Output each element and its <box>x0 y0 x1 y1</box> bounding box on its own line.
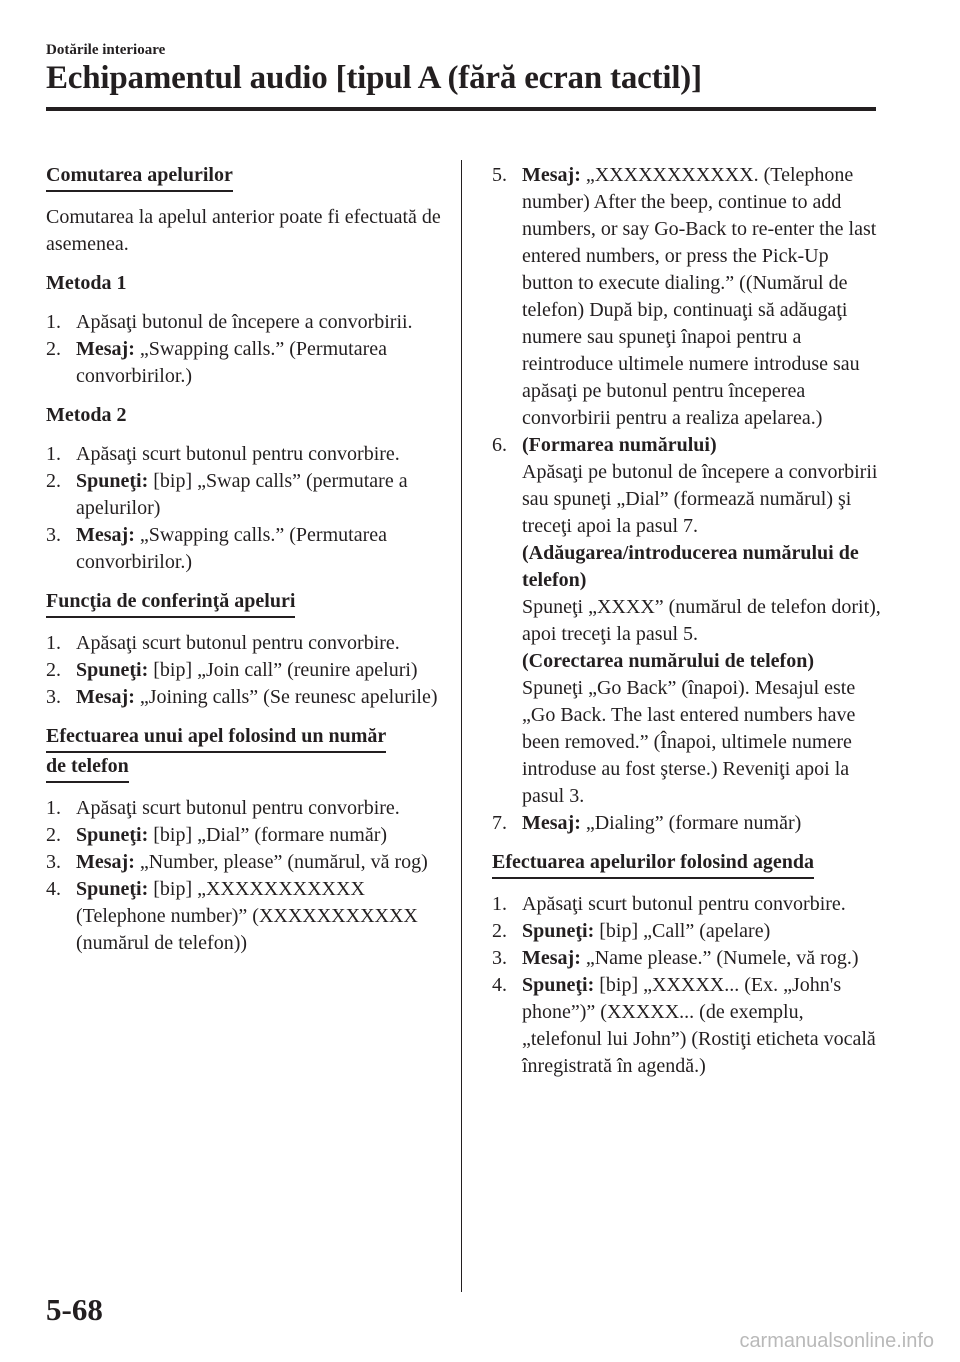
subtext-correcting-number: Spuneţi „Go Back” (înapoi). Mesajul este „Go Back. The last entered numbers have been removed.” (Înapoi, ultimele numere introduse au fost şterse.) Reveniţi apoi la pasul 3. <box>522 677 856 807</box>
page-number: 5-68 <box>46 1292 103 1327</box>
header-rule <box>46 107 876 111</box>
list-item: 7. Mesaj: „Dialing” (formare număr) <box>492 812 802 834</box>
list-item: 4. Spuneţi: [bip] „XXXXXXXXXXX (Telephone number)” (XXXXXXXXXXX (numărul de telefon)) <box>46 878 418 954</box>
heading-comutarea: Comutarea apelurilor <box>46 162 233 192</box>
conference-steps <box>46 630 442 711</box>
list-item: 3. Mesaj: „Swapping calls.” (Permutarea convorbirilor.) <box>46 524 387 573</box>
dial-steps-continued <box>492 162 882 837</box>
list-item: 3. Mesaj: „Number, please” (numărul, vă rog) <box>46 851 428 873</box>
heading-phone-number <box>46 723 442 783</box>
list-item: 1. Apăsaţi scurt butonul pentru convorbire. <box>492 893 846 915</box>
watermark[interactable]: carmanualsonline.info <box>739 1330 934 1352</box>
phone-number-steps <box>46 795 442 957</box>
subtext-dialing: Apăsaţi pe butonul de începere a convorbirii sau spuneţi „Dial” (formează numărul) şi treceţi apoi la pasul 7. <box>522 461 878 537</box>
method-2-steps <box>46 441 442 576</box>
list-item: 2. Mesaj: „Swapping calls.” (Permutarea convorbirilor.) <box>46 338 387 387</box>
list-item: 2. Spuneţi: [bip] „Swap calls” (permutare a apelurilor) <box>46 470 408 519</box>
agenda-steps <box>492 891 882 1080</box>
intro-paragraph: Comutarea la apelul anterior poate fi efectuată de asemenea. <box>46 206 441 255</box>
list-item: 1. Apăsaţi scurt butonul pentru convorbire. <box>46 632 400 654</box>
heading-conference: Funcţia de conferinţă apeluri <box>46 588 295 618</box>
page-title: Echipamentul audio [tipul A (fără ecran tactil)] <box>46 60 702 96</box>
list-item: 1. Apăsaţi butonul de începere a convorbirii. <box>46 311 413 333</box>
left-column <box>46 162 442 969</box>
right-column <box>492 162 882 1092</box>
method-1-steps <box>46 309 442 390</box>
list-item: 6. (Formarea numărului) Apăsaţi pe butonul de începere a convorbirii sau spuneţi „Dial” (formează numărul) şi treceţi apoi la pasul 7. (Adăugarea/introducerea numărului de telefon) Spuneţi „XXXX” (numărul de telefon dorit), apoi treceţi la pasul 5. (Corectarea numărului de telefon) Spuneţi „Go Back” (înapoi). Mesajul este „Go Back. The last entered numbers have been removed.” (Înapoi, ultimele numere introduse au fost şterse.) Reveniţi apoi la pasul 3. <box>492 432 882 810</box>
subheading-adding-number: (Adăugarea/introducerea numărului de telefon) <box>522 542 859 591</box>
list-item: 4. Spuneţi: [bip] „XXXXX... (Ex. „John's phone”)” (XXXXX... (de exemplu, „telefonul lui John”) (Rostiţi eticheta vocală înregistrată în agendă.) <box>492 974 876 1077</box>
section-label: Dotările interioare <box>46 42 166 58</box>
subtext-adding-number: Spuneţi „XXXX” (numărul de telefon dorit), apoi treceţi la pasul 5. <box>522 596 881 645</box>
list-item: 3. Mesaj: „Name please.” (Numele, vă rog.) <box>492 947 859 969</box>
list-item: 3. Mesaj: „Joining calls” (Se reunesc apelurile) <box>46 686 438 708</box>
list-item: 2. Spuneţi: [bip] „Join call” (reunire apeluri) <box>46 659 418 681</box>
list-item: 5. Mesaj: „XXXXXXXXXXX. (Telephone number) After the beep, continue to add numbers, or say Go-Back to re-enter the last entered numbers, or press the Pick-Up button to execute dialing.” ((Numărul de telefon) După bip, continuaţi să adăugaţi numere sau spuneţi înapoi pentru a reintroduce ultimele numere introduse sau apăsaţi pe butonul pentru începerea convorbirii pentru a realiza apelarea.) <box>492 164 877 429</box>
list-item: 1. Apăsaţi scurt butonul pentru convorbire. <box>46 797 400 819</box>
heading-agenda: Efectuarea apelurilor folosind agenda <box>492 849 814 879</box>
column-divider <box>461 160 462 1292</box>
heading-phone-number-line-2: de telefon <box>46 753 129 783</box>
method-2-title: Metoda 2 <box>46 404 127 426</box>
list-item: 1. Apăsaţi scurt butonul pentru convorbire. <box>46 443 400 465</box>
method-1-title: Metoda 1 <box>46 272 127 294</box>
list-item: 2. Spuneţi: [bip] „Dial” (formare număr) <box>46 824 388 846</box>
subheading-dialing: (Formarea numărului) <box>522 434 717 456</box>
heading-phone-number-line-1: Efectuarea unui apel folosind un număr <box>46 723 386 753</box>
list-item: 2. Spuneţi: [bip] „Call” (apelare) <box>492 920 771 942</box>
subheading-correcting-number: (Corectarea numărului de telefon) <box>522 650 814 672</box>
